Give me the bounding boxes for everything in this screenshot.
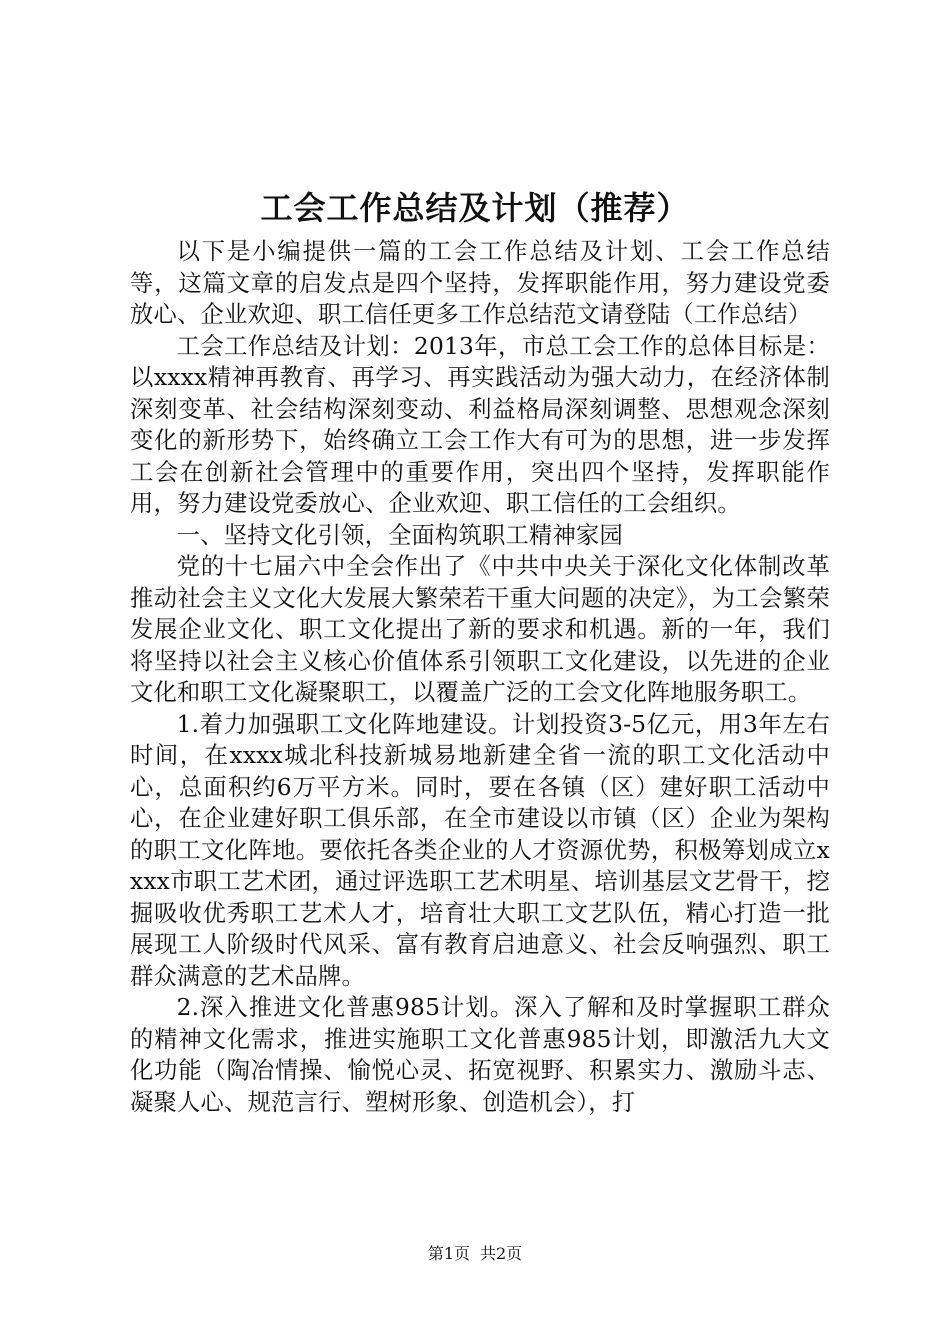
document-title: 工会工作总结及计划（推荐） — [260, 189, 690, 227]
page-footer — [0, 1243, 950, 1265]
paragraph-culture: 党的十七届六中全会作出了《中共中央关于深化文化体制改革推动社会主义文化大发展大繁荣若干重大问题的决定》，为工会繁荣发展企业文化、职工文化提出了新的要求和机遇。新的一年，我们将坚持以社会主义核心价值体系引领职工文化建设，以先进的企业文化和职工文化凝聚职工，以覆盖广泛的工会文化阵地服务职工。 — [130, 553, 830, 706]
paragraph-summary: 工会工作总结及计划：2013年，市总工会工作的总体目标是：以xxxx精神再教育、再学习、再实践活动为强大动力，在经济体制深刻变革、社会结构深刻变动、利益格局深刻调整、思想观念深刻变化的新形势下，始终确立工会工作大有可为的思想，进一步发挥工会在创新社会管理中的重要作用，突出四个坚持，发挥职能作用，努力建设党委放心、企业欢迎、职工信任的工会组织。 — [130, 332, 830, 517]
document-body — [130, 236, 830, 1118]
page-number: 第1页 — [427, 1244, 470, 1263]
paragraph-item-1: 1.着力加强职工文化阵地建设。计划投资3-5亿元，用3年左右时间，在xxxx城北科技新城易地新建全省一流的职工文化活动中心，总面积约6万平方米。同时，要在各镇（区）建好职工活动中心，在企业建好职工俱乐部，在全市建设以市镇（区）企业为架构的职工文化阵地。要依托各类企业的人才资源优势，积极筹划成立xxxx市职工艺术团，通过评选职工艺术明星、培训基层文艺骨干，挖掘吸收优秀职工艺术人才，培育壮大职工文艺队伍，精心打造一批展现工人阶级时代风采、富有教育启迪意义、社会反响强烈、职工群众满意的艺术品牌。 — [130, 710, 830, 990]
paragraph-intro: 以下是小编提供一篇的工会工作总结及计划、工会工作总结等，这篇文章的启发点是四个坚持，发挥职能作用，努力建设党委放心、企业欢迎、职工信任更多工作总结范文请登陆（工作总结） — [130, 238, 830, 328]
paragraph-item-2: 2.深入推进文化普惠985计划。深入了解和及时掌握职工群众的精神文化需求，推进实施职工文化普惠985计划，即激活九大文化功能（陶冶情操、愉悦心灵、拓宽视野、积累实力、激励斗志、凝聚人心、规范言行、塑树形象、创造机会），打 — [130, 994, 830, 1116]
page-total: 共2页 — [480, 1244, 523, 1263]
section-heading-1: 一、坚持文化引领，全面构筑职工精神家园 — [176, 521, 624, 549]
